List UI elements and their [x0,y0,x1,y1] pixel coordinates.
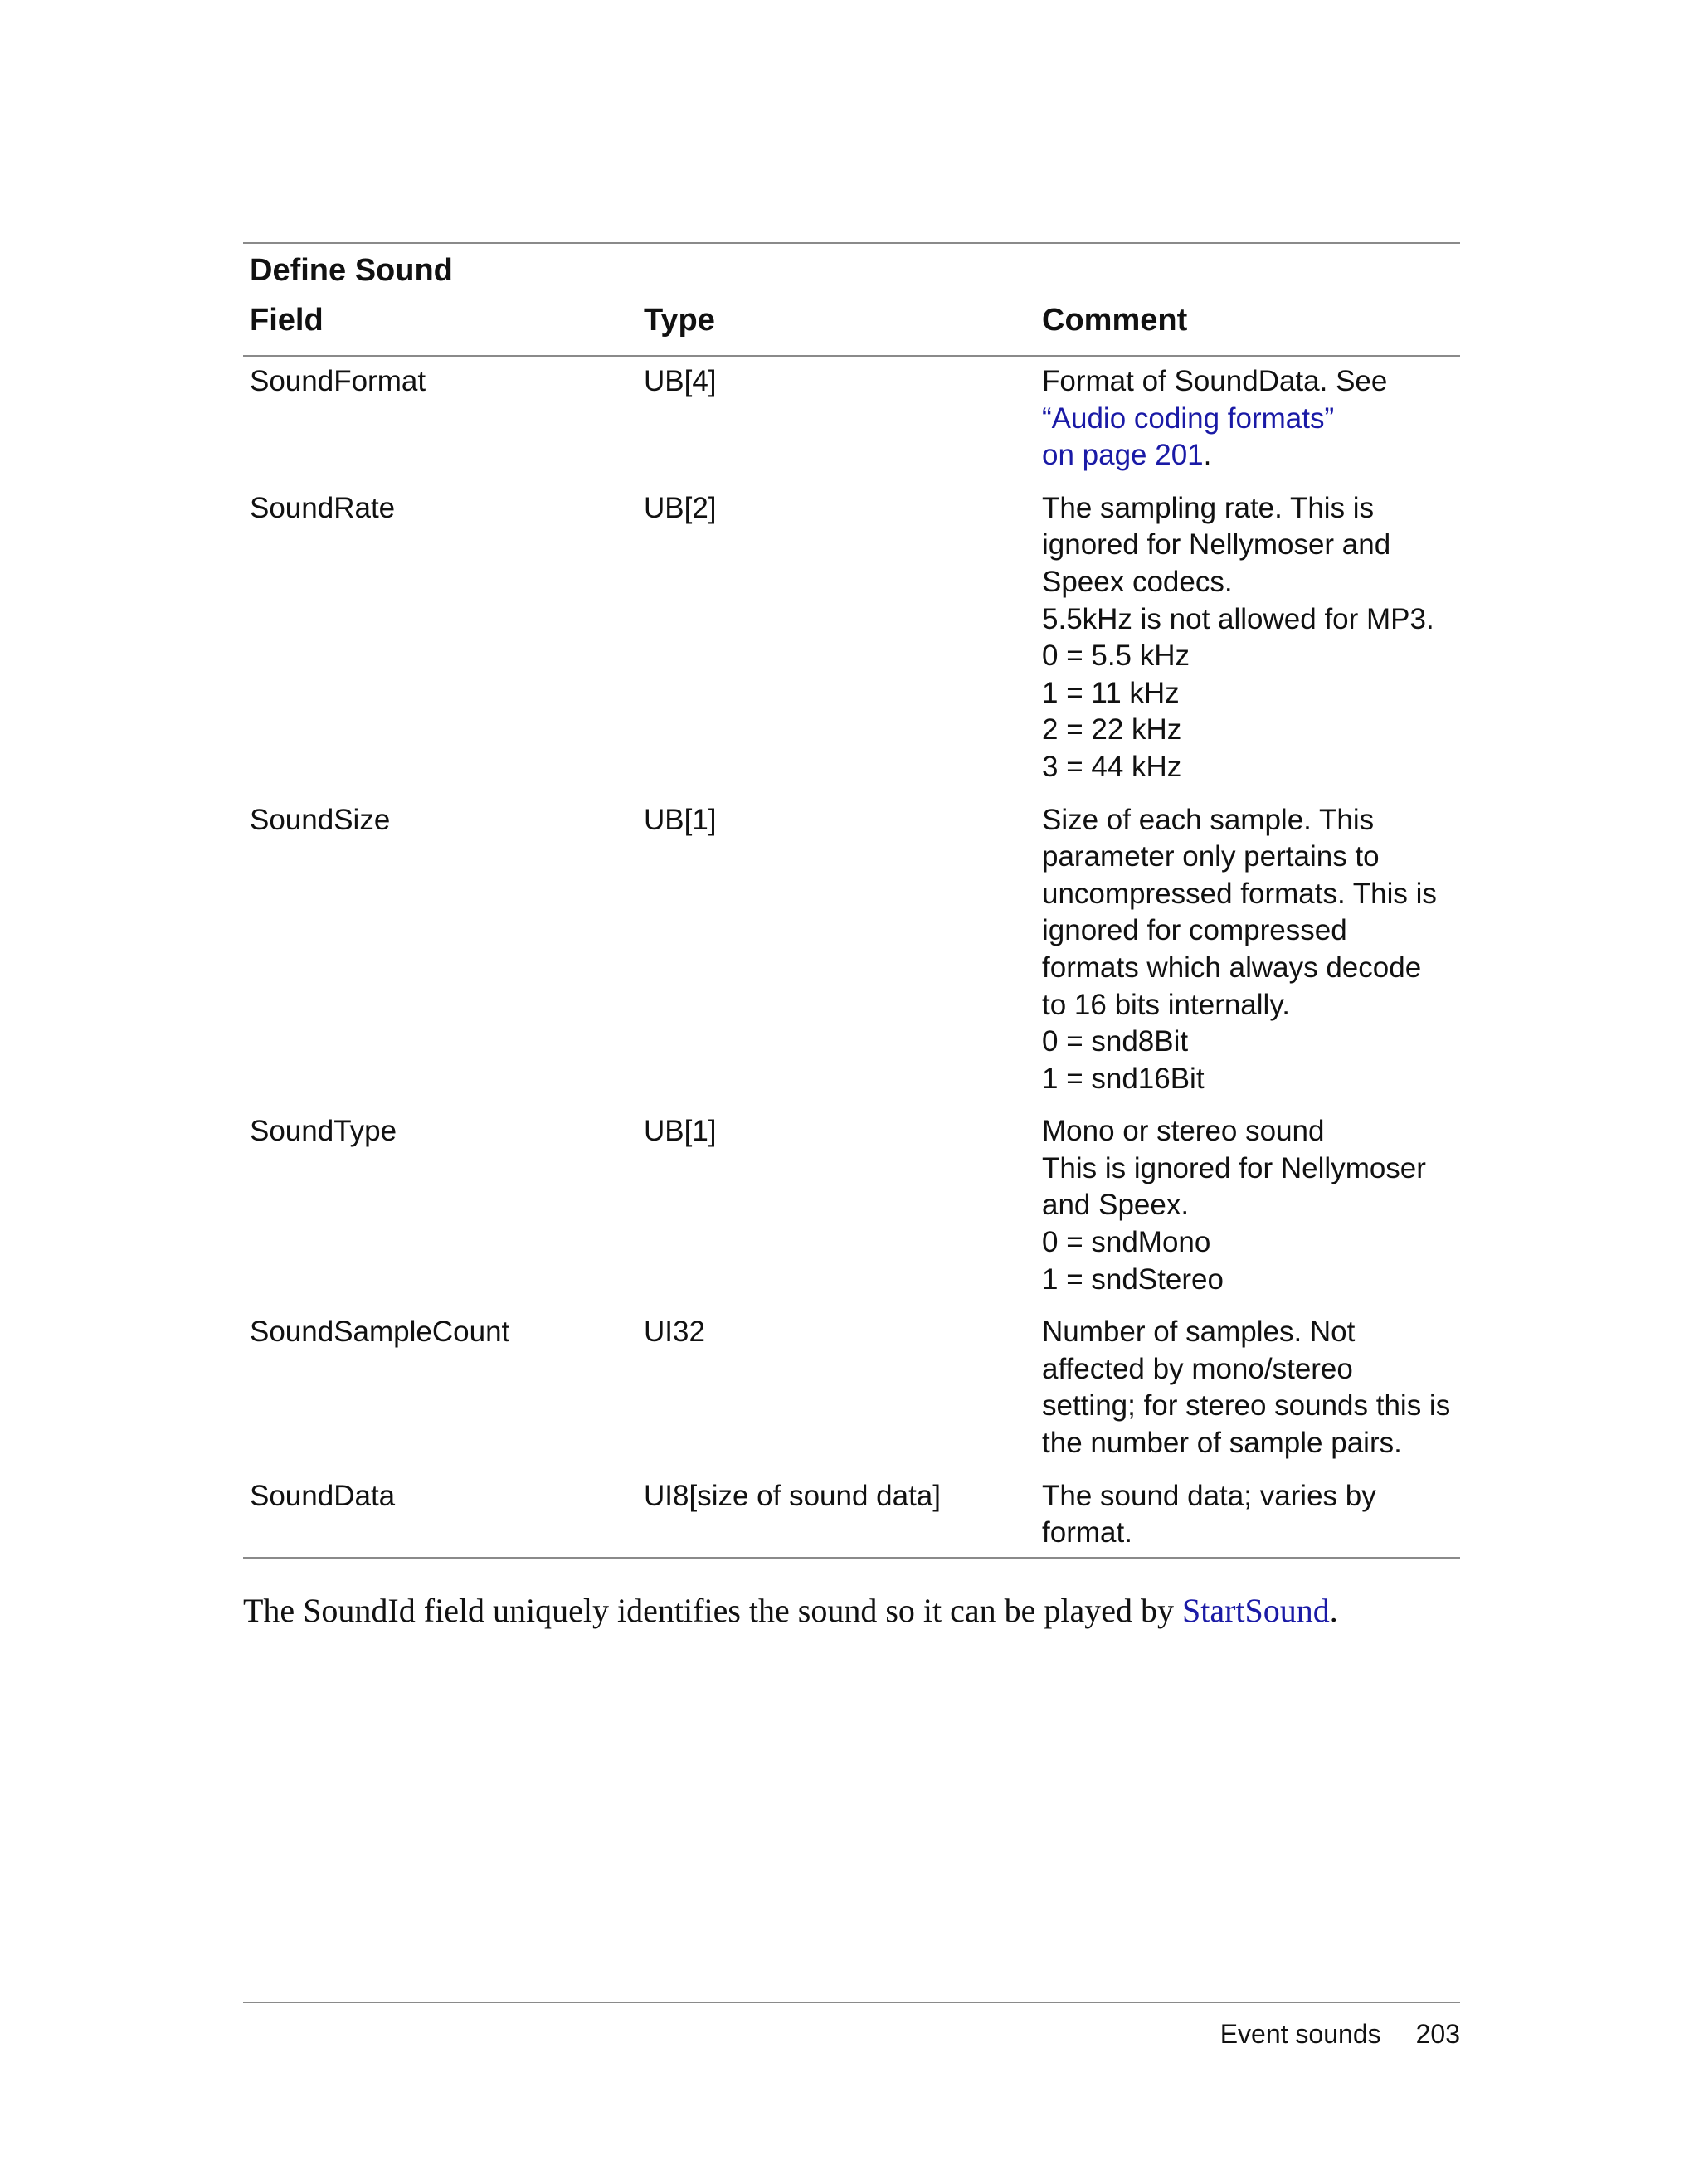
comment-text: 1 = sndStereo [1042,1262,1224,1296]
comment-text: 0 = 5.5 kHz [1042,640,1190,673]
comment-text: uncompressed formats. This is [1042,877,1437,910]
type-cell: UB[4] [644,365,717,397]
comment-line [1042,912,1460,950]
table-header-row [243,297,1460,357]
comment-line [1042,1113,1460,1150]
comment-line [1042,1478,1460,1515]
comment-line [1042,876,1460,913]
comment-line [1042,1515,1460,1552]
type-cell: UB[1] [644,803,717,836]
comment-line [1042,1351,1460,1389]
comment-line [1042,527,1460,564]
comment-cell [1035,802,1460,1098]
comment-text: formats which always decode [1042,951,1422,984]
header-comment: Comment [1042,303,1188,338]
table-row [243,363,1460,490]
comment-text: ignored for compressed [1042,914,1347,947]
field-cell: SoundFormat [250,365,426,397]
comment-text: affected by mono/stereo [1042,1352,1353,1385]
page-footer [1220,2016,1460,2052]
comment-text: 1 = 11 kHz [1042,676,1180,709]
footer-rule [243,2002,1460,2003]
comment-text: format. [1042,1516,1132,1549]
comment-line [1042,1061,1460,1098]
field-cell: SoundSampleCount [250,1316,510,1349]
type-cell: UI32 [644,1316,705,1349]
type-cell: UB[1] [644,1115,717,1148]
table-body [243,357,1460,1557]
body-text-after: . [1329,1592,1338,1629]
header-field: Field [250,303,324,338]
startsound-link[interactable]: StartSound [1182,1592,1330,1629]
comment-text: to 16 bits internally. [1042,988,1290,1021]
cross-reference-link[interactable]: “Audio coding formats” [1042,401,1335,435]
comment-line [1042,437,1460,474]
table-row [243,1113,1460,1314]
comment-cell [1035,1478,1460,1552]
comment-text: setting; for stereo sounds this is [1042,1389,1451,1423]
footer-section-title: Event sounds [1219,2019,1381,2049]
comment-line [1042,601,1460,639]
comment-line [1042,839,1460,876]
comment-cell [1035,1113,1460,1298]
comment-text: Size of each sample. This [1042,803,1375,836]
comment-line [1042,987,1460,1024]
comment-line [1042,564,1460,601]
header-type: Type [644,303,715,338]
comment-cell [1035,490,1460,786]
body-text-before: The SoundId field uniquely identifies the sound so it can be played by [243,1592,1182,1629]
define-sound-table [243,242,1460,1559]
table-row [243,490,1460,802]
comment-text: 2 = 22 kHz [1042,713,1182,747]
comment-line [1042,1150,1460,1188]
comment-line [1042,749,1460,786]
comment-line [1042,1262,1460,1299]
comment-line [1042,638,1460,675]
comment-cell [1035,1314,1460,1462]
comment-line [1042,675,1460,713]
comment-text: the number of sample pairs. [1042,1427,1402,1460]
type-cell: UI8[size of sound data] [644,1479,941,1512]
type-cell: UB[2] [644,491,717,524]
comment-line [1042,1187,1460,1224]
table-caption: Define Sound [250,253,453,288]
comment-line [1042,1314,1460,1351]
comment-text: and Speex. [1042,1189,1190,1222]
comment-text: The sampling rate. This is [1042,491,1375,524]
comment-text: Mono or stereo sound [1042,1115,1325,1148]
field-cell: SoundRate [250,491,396,524]
comment-text: 0 = sndMono [1042,1226,1211,1259]
comment-line [1042,1425,1460,1462]
comment-text: 0 = snd8Bit [1042,1025,1189,1058]
comment-text: 3 = 44 kHz [1042,750,1182,783]
comment-line [1042,802,1460,839]
comment-text: Format of SoundData. See [1042,365,1388,397]
comment-line [1042,363,1460,401]
comment-text: parameter only pertains to [1042,840,1380,873]
comment-text: 5.5kHz is not allowed for MP3. [1042,602,1434,635]
comment-text: ignored for Nellymoser and [1042,528,1391,562]
comment-line [1042,490,1460,528]
table-row [243,802,1460,1114]
comment-text: Speex codecs. [1042,565,1233,598]
comment-text: The sound data; varies by [1042,1479,1376,1512]
comment-line [1042,712,1460,749]
comment-line [1042,950,1460,987]
comment-line [1042,401,1460,438]
comment-cell [1035,363,1460,474]
field-cell: SoundSize [250,803,391,836]
field-cell: SoundType [250,1115,397,1148]
comment-line [1042,1224,1460,1262]
comment-text: This is ignored for Nellymoser [1042,1151,1426,1184]
field-cell: SoundData [250,1479,396,1512]
comment-text: Number of samples. Not [1042,1316,1356,1349]
comment-line [1042,1024,1460,1061]
table-bottom-rule [243,1557,1460,1559]
cross-reference-link[interactable]: on page 201 [1042,439,1204,472]
table-row [243,1314,1460,1477]
comment-line [1042,1388,1460,1425]
comment-suffix: . [1203,439,1212,472]
comment-text: 1 = snd16Bit [1042,1062,1205,1095]
body-paragraph [243,1588,1460,1634]
table-row [243,1478,1460,1557]
page-number: 203 [1415,2019,1460,2049]
